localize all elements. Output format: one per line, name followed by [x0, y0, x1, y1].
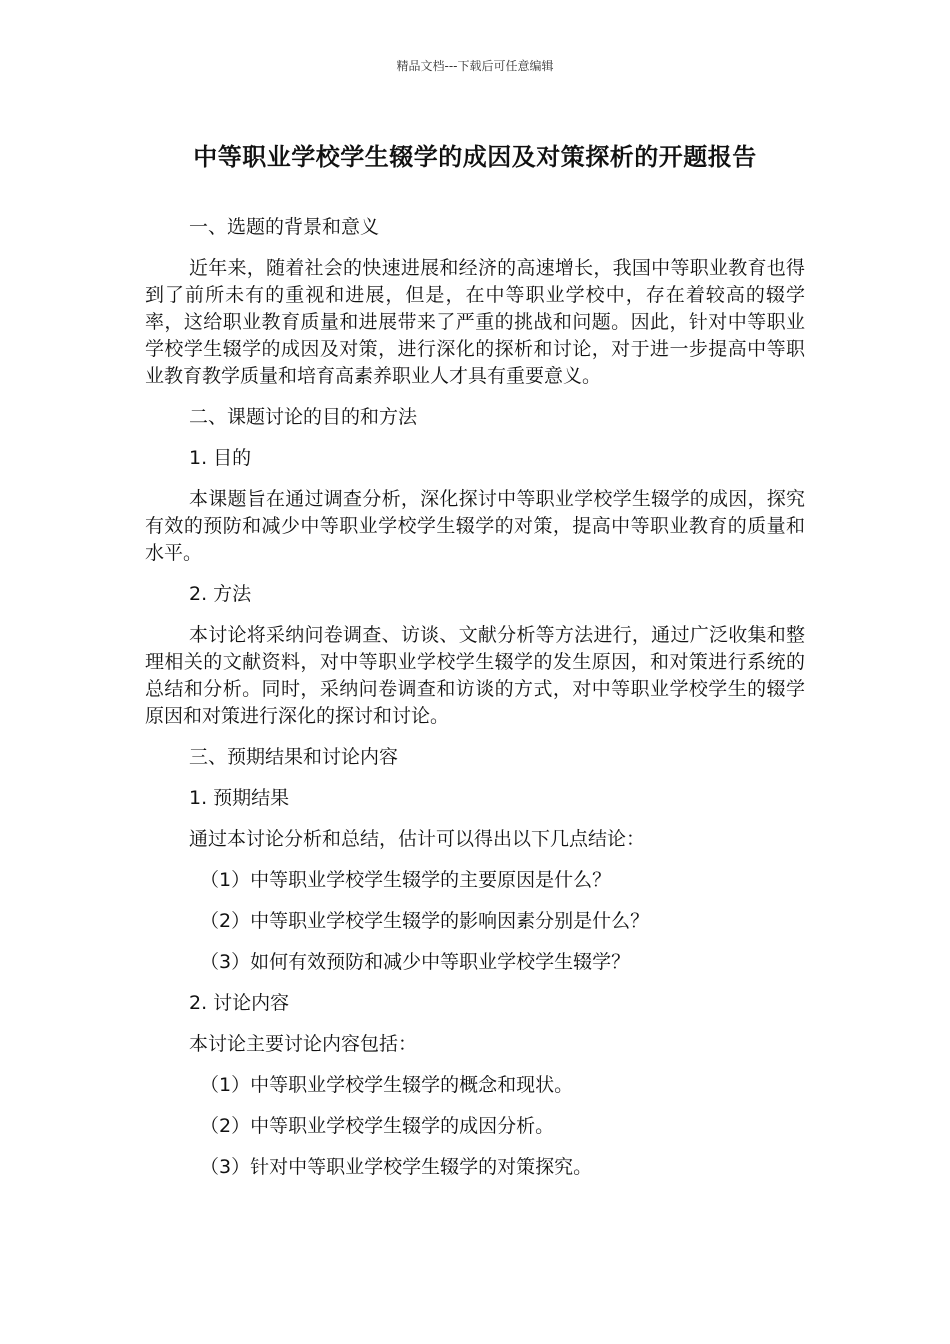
list-item: （3）针对中等职业学校学生辍学的对策探究。	[200, 1156, 593, 1178]
document-body	[145, 214, 805, 1195]
list-item: （1）中等职业学校学生辍学的概念和现状。	[200, 1074, 574, 1096]
paragraph-background: 近年来，随着社会的快速进展和经济的高速增长，我国中等职业教育也得到了前所未有的重视和进展，但是，在中等职业学校中，存在着较高的辍学率，这给职业教育质量和进展带来了严重的挑战和问题。因此，针对中等职业学校学生辍学的成因及对策，进行深化的探析和讨论，对于进一步提高中等职业教育教学质量和培育高素养职业人才具有重要意义。	[145, 257, 805, 387]
page-header: 精品文档---下载后可任意编辑	[396, 59, 554, 73]
subheading-method: 2. 方法	[189, 583, 252, 605]
paragraph-method: 本讨论将采纳问卷调查、访谈、文献分析等方法进行，通过广泛收集和整理相关的文献资料，对中等职业学校学生辍学的发生原因，和对策进行系统的总结和分析。同时，采纳问卷调查和访谈的方式，对中等职业学校学生的辍学原因和对策进行深化的探讨和讨论。	[145, 624, 805, 727]
paragraph-results-intro: 通过本讨论分析和总结，估计可以得出以下几点结论：	[189, 828, 646, 850]
section-heading-purpose-method: 二、课题讨论的目的和方法	[189, 406, 418, 428]
paragraph-purpose: 本课题旨在通过调查分析，深化探讨中等职业学校学生辍学的成因，探究有效的预防和减少中等职业学校学生辍学的对策，提高中等职业教育的质量和水平。	[145, 488, 805, 564]
list-item: （1）中等职业学校学生辍学的主要原因是什么？	[200, 869, 612, 891]
list-item: （3）如何有效预防和减少中等职业学校学生辍学？	[200, 951, 631, 973]
document-title: 中等职业学校学生辍学的成因及对策探析的开题报告	[193, 143, 757, 171]
subheading-discussion-content: 2. 讨论内容	[189, 992, 290, 1014]
subheading-expected-results: 1. 预期结果	[189, 787, 290, 809]
list-item: （2）中等职业学校学生辍学的成因分析。	[200, 1115, 555, 1137]
section-heading-background: 一、选题的背景和意义	[189, 216, 380, 238]
list-item: （2）中等职业学校学生辍学的影响因素分别是什么？	[200, 910, 650, 932]
section-heading-results-content: 三、预期结果和讨论内容	[189, 746, 399, 768]
paragraph-content-intro: 本讨论主要讨论内容包括：	[189, 1033, 418, 1055]
subheading-purpose: 1. 目的	[189, 447, 252, 469]
